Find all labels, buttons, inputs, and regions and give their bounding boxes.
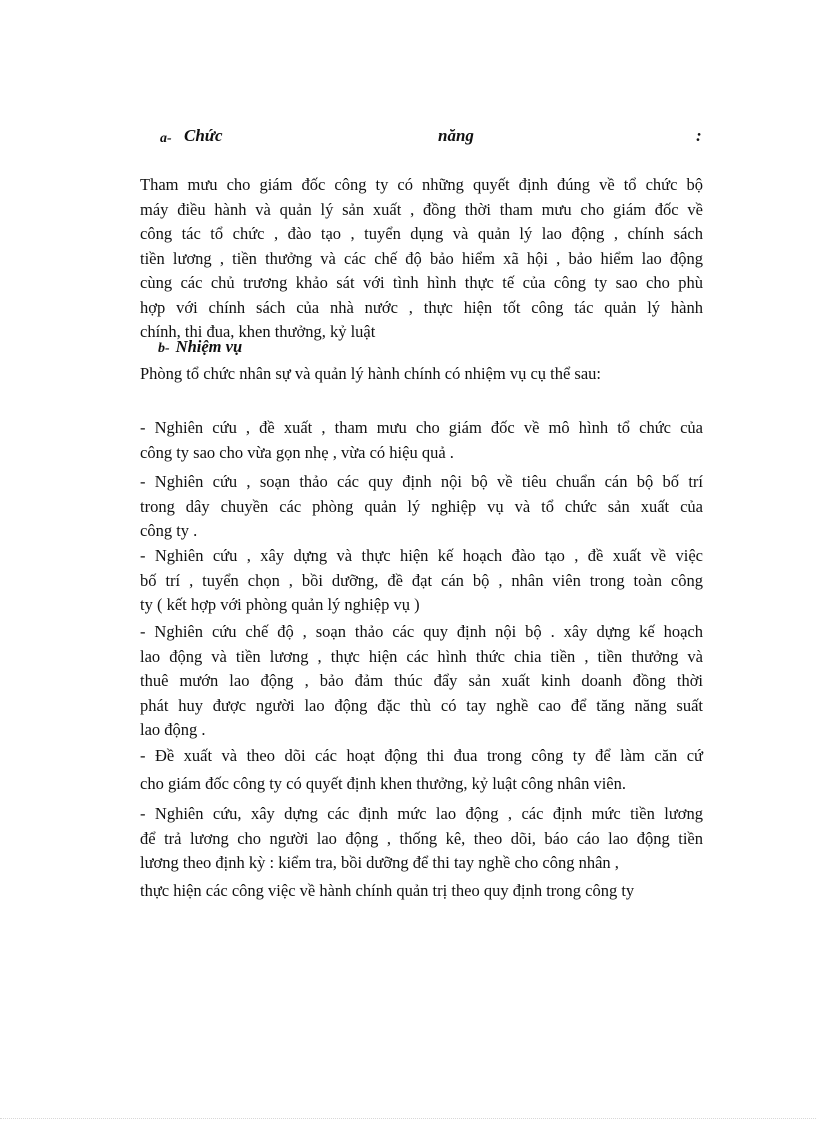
duty-line: công ty . xyxy=(140,521,198,540)
section-a-paragraph xyxy=(140,173,703,345)
section-a-marker: a- xyxy=(160,131,172,146)
section-b-heading xyxy=(158,337,242,357)
duty-line: bố trí , tuyển chọn , bồi dưỡng, đề đạt cán bộ , nhân viên trong toàn công xyxy=(140,570,703,590)
paragraph-line: chính, thi đua, khen thưởng, kỷ luật xyxy=(140,322,376,341)
section-a-heading xyxy=(160,126,708,150)
duty-line: công ty sao cho vừa gọn nhẹ , vừa có hiệu quả . xyxy=(140,442,454,462)
section-a-title-colon: : xyxy=(696,126,702,145)
paragraph-line: cùng các chủ trương khảo sát với tình hình thực tế của công ty sao cho phù xyxy=(140,273,703,292)
duty-line: - Nghiên cứu, xây dựng các định mức lao động , các định mức tiền lương xyxy=(140,804,703,823)
duty-item-4 xyxy=(140,620,703,743)
paragraph-line: công tác tổ chức , đào tạo , tuyển dụng và quản lý lao động , chính sách xyxy=(140,224,703,243)
duty-item-5 xyxy=(140,742,703,798)
paragraph-line: Tham mưu cho giám đốc công ty có những quyết định đúng về tổ chức bộ xyxy=(140,175,703,194)
section-b-intro xyxy=(140,362,703,387)
duty-line: trong dây chuyền các phòng quản lý nghiệp vụ và tổ chức sản xuất của xyxy=(140,496,703,516)
duty-line: - Nghiên cứu , soạn thảo các quy định nội bộ về tiêu chuẩn cán bộ bố trí xyxy=(140,472,703,491)
duty-line: - Nghiên cứu , đề xuất , tham mưu cho giám đốc về mô hình tổ chức của xyxy=(140,418,703,437)
duty-line: lao động . xyxy=(140,720,206,739)
paragraph-line: máy điều hành và quản lý sản xuất , đồng thời tham mưu cho giám đốc về xyxy=(140,199,703,219)
duty-line: lao động và tiền lương , thực hiện các hình thức chia tiền , tiền thưởng và xyxy=(140,646,703,666)
section-a-title-word-1: Chức xyxy=(184,126,223,145)
duty-item-2 xyxy=(140,470,703,544)
duty-line: - Nghiên cứu chế độ , soạn thảo các quy định nội bộ . xây dựng kế hoạch xyxy=(140,622,703,641)
duty-line: thuê mướn lao động , bảo đảm thúc đẩy sản xuất kinh doanh đồng thời xyxy=(140,671,703,690)
duty-line: ty ( kết hợp với phòng quản lý nghiệp vụ ) xyxy=(140,595,420,614)
duty-line: cho giám đốc công ty có quyết định khen thưởng, kỷ luật công nhân viên. xyxy=(140,774,626,793)
duty-line: thực hiện các công việc về hành chính quản trị theo quy định trong công ty xyxy=(140,881,635,900)
paragraph-line: hợp với chính sách của nhà nước , thực hiện tốt công tác quản lý hành xyxy=(140,297,703,317)
section-b-title: Nhiệm vụ xyxy=(175,337,243,356)
duty-line: - Nghiên cứu , xây dựng và thực hiện kế hoạch đào tạo , đề xuất về việc xyxy=(140,546,703,565)
duty-line: - Đề xuất và theo dõi các hoạt động thi đua trong công ty để làm căn cứ xyxy=(140,746,703,765)
section-b-marker: b- xyxy=(158,341,170,356)
duty-item-7 xyxy=(140,879,703,904)
duty-line: để trả lương cho người lao động , thống kê, theo dõi, báo cáo lao động tiền xyxy=(140,828,703,848)
section-a-title-word-2: năng xyxy=(438,126,474,145)
duty-item-1 xyxy=(140,416,703,465)
page-bottom-divider xyxy=(0,1118,816,1119)
duty-item-3 xyxy=(140,544,703,618)
duty-item-6 xyxy=(140,802,703,876)
duty-line: lương theo định kỳ : kiểm tra, bồi dưỡng để thi tay nghề cho công nhân , xyxy=(140,853,619,872)
intro-line: Phòng tổ chức nhân sự và quản lý hành chính có nhiệm vụ cụ thể sau: xyxy=(140,364,602,383)
duty-line: phát huy được người lao động đặc thù có tay nghề cao để tăng năng suất xyxy=(140,695,703,715)
paragraph-line: tiền lương , tiền thưởng và các chế độ bảo hiểm xã hội , bảo hiểm lao động xyxy=(140,248,703,268)
